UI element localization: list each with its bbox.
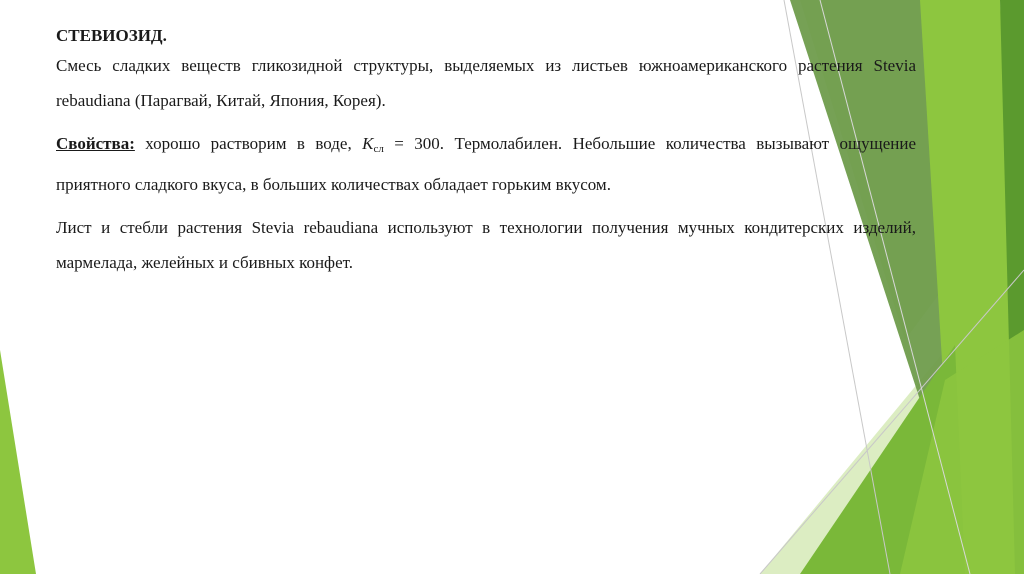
title-paragraph: [56, 24, 916, 48]
k-subscript: сл: [373, 143, 384, 155]
k-symbol: K: [362, 134, 374, 153]
left-green-triangle: [0, 350, 36, 574]
properties-text-after: = 300. Термолабилен. Небольшие количества вызывают ощущение приятного сладкого вкуса, в больших количествах обладает горьким вкусом.: [56, 134, 917, 194]
slide-text-block: [56, 24, 916, 288]
properties-text-before: хорошо растворим в воде,: [134, 134, 363, 153]
slide-title: СТЕВИОЗИД.: [56, 26, 167, 45]
definition-paragraph: Смесь сладких веществ гликозидной структуры, выделяемых из листьев южноамериканского растения Stevia rebaudiana (Парагвай, Китай, Япония, Корея).: [56, 56, 916, 110]
usage-paragraph: Лист и стебли растения Stevia rebaudiana используют в технологии получения мучных кондитерских изделий, мармелада, желейных и сбивных конфет.: [56, 218, 916, 272]
properties-paragraph: [56, 126, 916, 202]
properties-label: Свойства:: [56, 134, 135, 153]
